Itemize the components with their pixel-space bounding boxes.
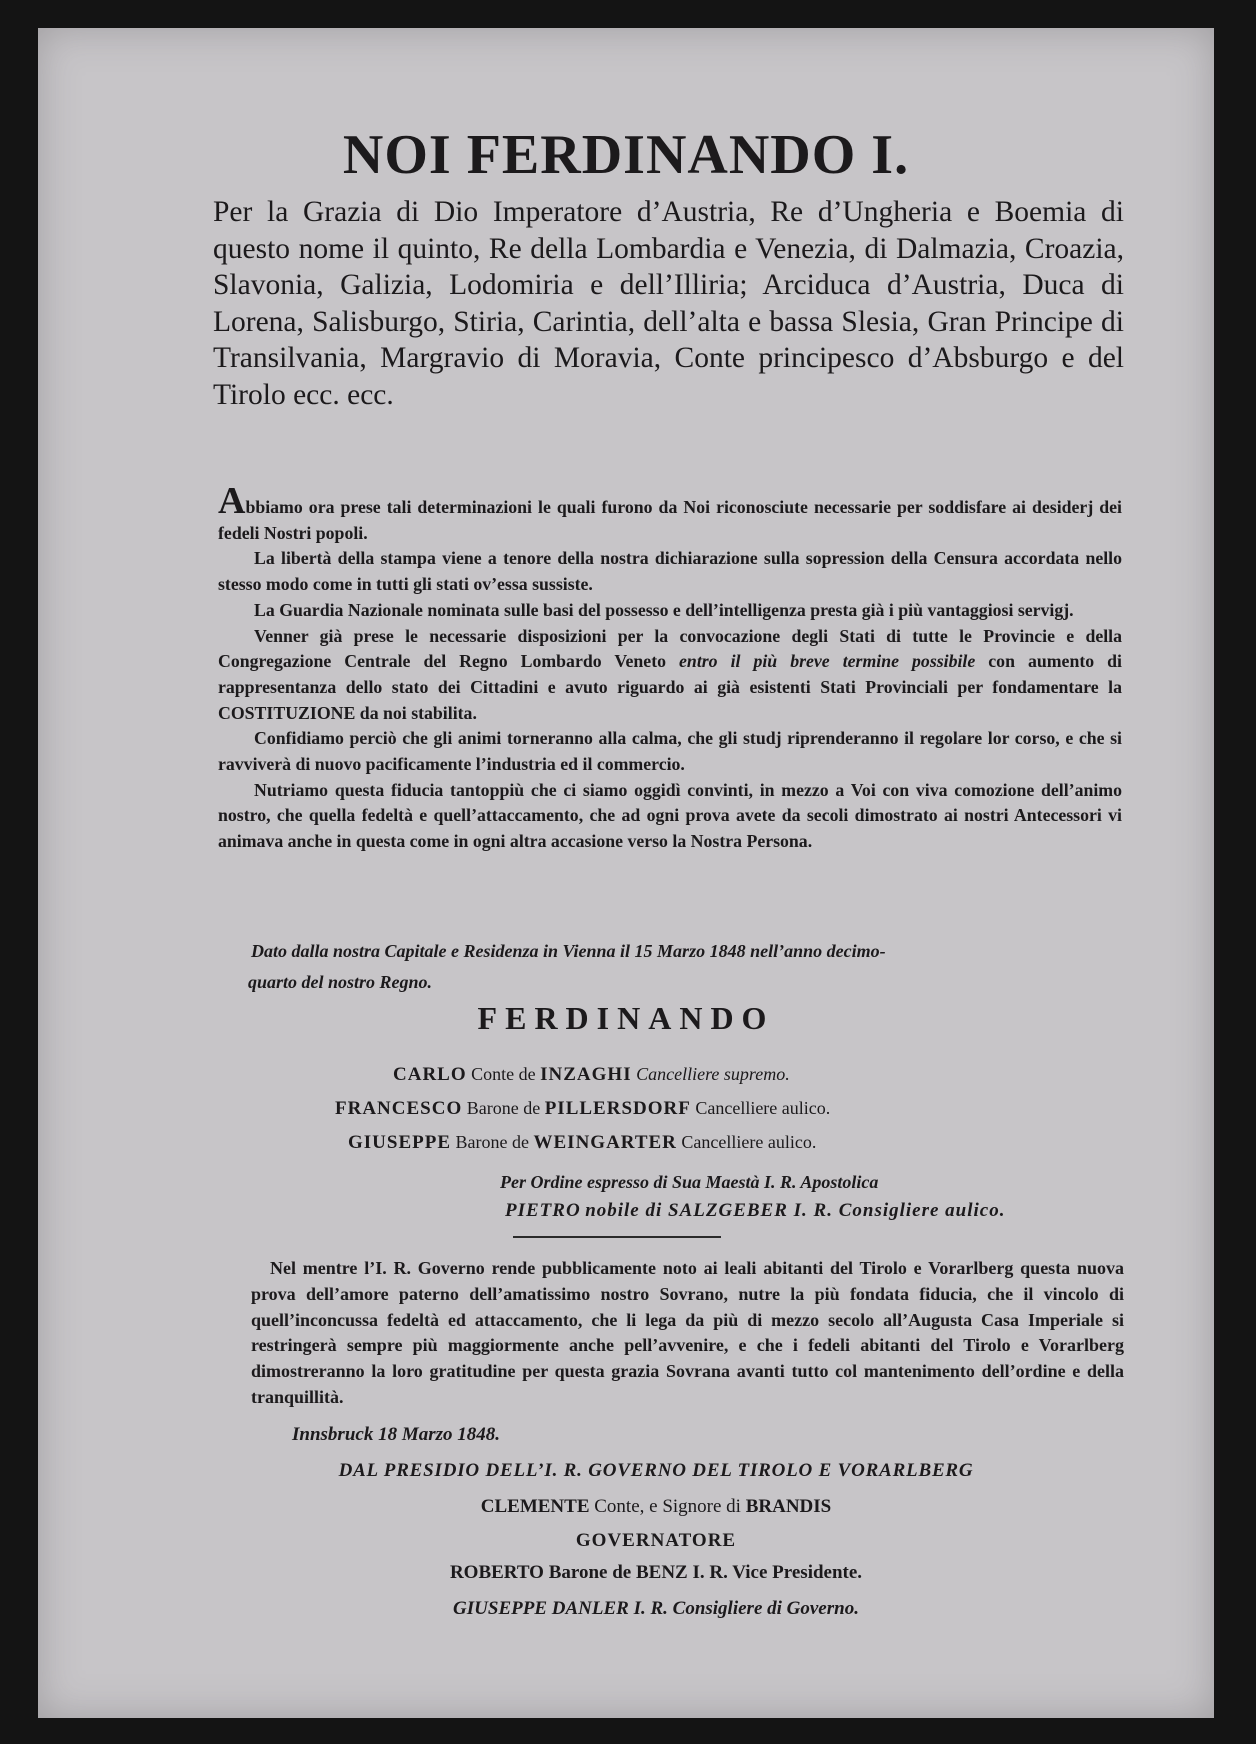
paragraph-3: La Guardia Nazionale nominata sulle basi del possesso e dell’intelligenza presta già i più vantaggiosi servigj. — [254, 599, 1074, 620]
signatory-pillersdorf: FRANCESCO Barone de PILLERSDORF Cancelliere aulico. — [335, 1098, 831, 1119]
paragraph-2: La libertà della stampa viene a tenore della nostra dichiarazione sulla sopression della Censura accordata nello stesso modo come in tutti gli stati ov’essa sussiste. — [218, 548, 1122, 595]
proclamation-sheet — [38, 28, 1214, 1718]
governatore-label: GOVERNATORE — [575, 1530, 737, 1551]
drop-cap: A — [218, 480, 246, 522]
signatory-inzaghi: CARLO Conte de INZAGHI Cancelliere supremo. — [393, 1064, 790, 1085]
page-title: NOI FERDINANDO I. — [342, 124, 910, 186]
signature-ferdinando: FERDINANDO — [477, 1000, 775, 1036]
dato-line: Dato dalla nostra Capitale e Residenza in Vienna il 15 Marzo 1848 nell’anno decimo- quarto del nostro Regno. — [248, 941, 886, 992]
paragraph-1: Abbiamo ora prese tali determinazioni le quali furono da Noi riconosciute necessarie per soddisfare ai desiderj dei fedeli Nostri popoli. — [218, 480, 1122, 543]
presidio-heading: DAL PRESIDIO DELL’I. R. GOVERNO DEL TIROLO E VORARLBERG — [338, 1460, 974, 1481]
paragraph-5: Confidiamo perciò che gli animi torneranno alla calma, che gli studj riprenderanno il regolare lor corso, e che si ravviverà di nuovo pacificamente l’industria ed il commercio. — [218, 728, 1122, 775]
salzgeber-line: PIETRO nobile di SALZGEBER I. R. Consigliere aulico. — [505, 1200, 1006, 1221]
innsbruck-date: Innsbruck 18 Marzo 1848. — [292, 1424, 500, 1445]
ordine-line: Per Ordine espresso di Sua Maestà I. R. Apostolica — [500, 1172, 879, 1192]
clemente-line: CLEMENTE Conte, e Signore di BRANDIS — [480, 1496, 832, 1517]
signatory-weingarter: GIUSEPPE Barone de WEINGARTER Cancelliere aulico. — [348, 1132, 817, 1153]
main-body — [218, 480, 1122, 855]
paragraph-6: Nutriamo questa fiducia tantoppiù che ci siamo oggidì convinti, in mezzo a Voi con viva comozione dell’animo nostro, che quella fedeltà e quell’attaccamento, che ad ogni prova avete da secoli dimostrato ai nostri Antecessori vi animava anche in questa come in ogni altra accasione verso la Nostra Persona. — [218, 779, 1122, 852]
governo-notice: Nel mentre l’I. R. Governo rende pubblicamente noto ai leali abitanti del Tirolo e Vorarlberg questa nuova prova dell’amore paterno dell’amatissimo nostro Sovrano, nutre la più fondata fiducia, che il vincolo di quell’inconcussa fedeltà ed attaccamento, che li lega da più di mezzo secolo all’Augusta Casa Imperiale si restringerà sempre più maggiormente anche pell’avvenire, e che i fedeli abitanti del Tirolo e Vorarlberg dimostreranno la loro gratitudine per questa grazia Sovrana avanti tutto col mantenimento dell’ordine e della tranquillità. — [251, 1258, 1124, 1407]
intro-titles: Per la Grazia di Dio Imperatore d’Austria, Re d’Ungheria e Boemia di questo nome il quinto, Re della Lombardia e Venezia, di Dalmazia, Croazia, Slavonia, Galizia, Lodomiria e dell’Illiria; Arciduca d’Austria, Duca di Lorena, Salisburgo, Stiria, Carintia, dell’alta e bassa Slesia, Gran Principe di Transilvania, Margravio di Moravia, Conte principesco d’Absburgo e del Tirolo ecc. ecc. — [213, 196, 1124, 411]
danler-line: GIUSEPPE DANLER I. R. Consigliere di Governo. — [453, 1598, 859, 1619]
divider-rule — [513, 1236, 721, 1238]
paragraph-4: Venner già prese le necessarie disposizioni per la convocazione degli Stati di tutte le Provincie e della Congregazione Centrale del Regno Lombardo Veneto entro il più breve termine possibile con aumento di rappresentanza dello stato dei Cittadini e avuto riguardo ai già esistenti Stati Provinciali per fondamentare la COSTITUZIONE da noi stabilita. — [218, 625, 1122, 723]
roberto-line: ROBERTO Barone de BENZ I. R. Vice Presidente. — [449, 1562, 863, 1583]
